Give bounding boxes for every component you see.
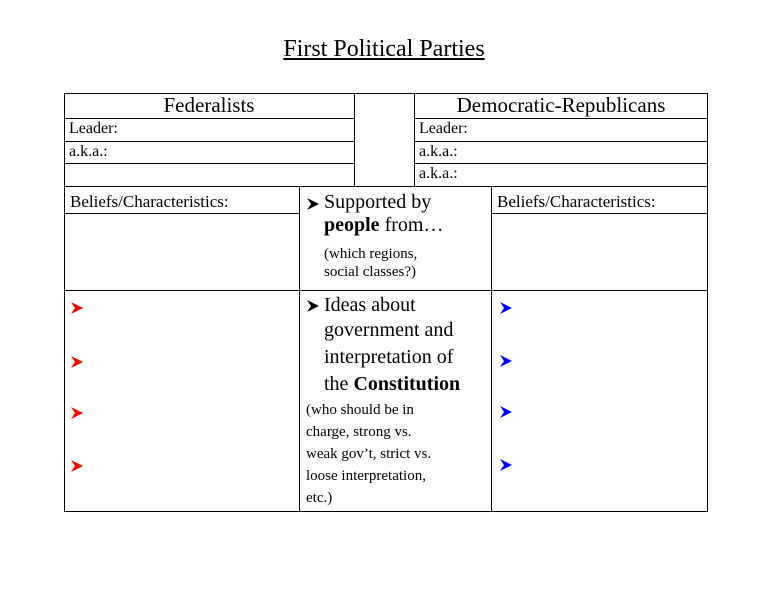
ideas-line-2: government and <box>324 319 454 341</box>
bullet-arrow-icon <box>306 299 320 313</box>
federalists-aka-label: a.k.a.: <box>69 143 108 160</box>
bullet-arrow-icon <box>70 459 84 473</box>
dem-rep-beliefs-label: Beliefs/Characteristics: <box>497 192 656 211</box>
dem-rep-heading: Democratic-Republicans <box>456 93 666 117</box>
supported-note-1: (which regions, <box>324 246 418 262</box>
ideas-line-4-pre: the <box>324 373 354 395</box>
page-title: First Political Parties <box>283 36 485 62</box>
supported-note-2: social classes?) <box>324 264 417 280</box>
supported-rest: from… <box>379 214 444 236</box>
bullet-arrow-icon <box>306 197 320 211</box>
supported-line-2 <box>324 214 443 236</box>
bullet-arrow-icon <box>70 355 84 369</box>
federalists-leader-label: Leader: <box>69 120 118 137</box>
dem-rep-aka-label: a.k.a.: <box>419 143 458 160</box>
dem-rep-aka-label-2: a.k.a.: <box>419 165 458 182</box>
ideas-line-3: interpretation of <box>324 346 454 368</box>
bullet-arrow-icon <box>70 301 84 315</box>
ideas-line-4 <box>324 373 460 395</box>
federalists-beliefs-label: Beliefs/Characteristics: <box>70 192 229 211</box>
ideas-note-1: (who should be in <box>306 402 414 418</box>
bullet-arrow-icon <box>499 458 513 472</box>
ideas-line-1: Ideas about <box>324 294 416 316</box>
supported-bold-word: people <box>324 214 380 236</box>
ideas-note-4: loose interpretation, <box>306 468 426 484</box>
bullet-arrow-icon <box>70 406 84 420</box>
ideas-note-3: weak gov’t, strict vs. <box>306 446 432 462</box>
constitution-bold: Constitution <box>353 373 461 395</box>
bullet-arrow-icon <box>499 405 513 419</box>
dem-rep-leader-label: Leader: <box>419 120 468 137</box>
supported-line-1: Supported by <box>324 191 432 213</box>
bullet-arrow-icon <box>499 354 513 368</box>
ideas-note-5: etc.) <box>306 490 333 506</box>
bullet-arrow-icon <box>499 301 513 315</box>
ideas-note-2: charge, strong vs. <box>306 424 412 440</box>
federalists-heading: Federalists <box>163 93 255 117</box>
